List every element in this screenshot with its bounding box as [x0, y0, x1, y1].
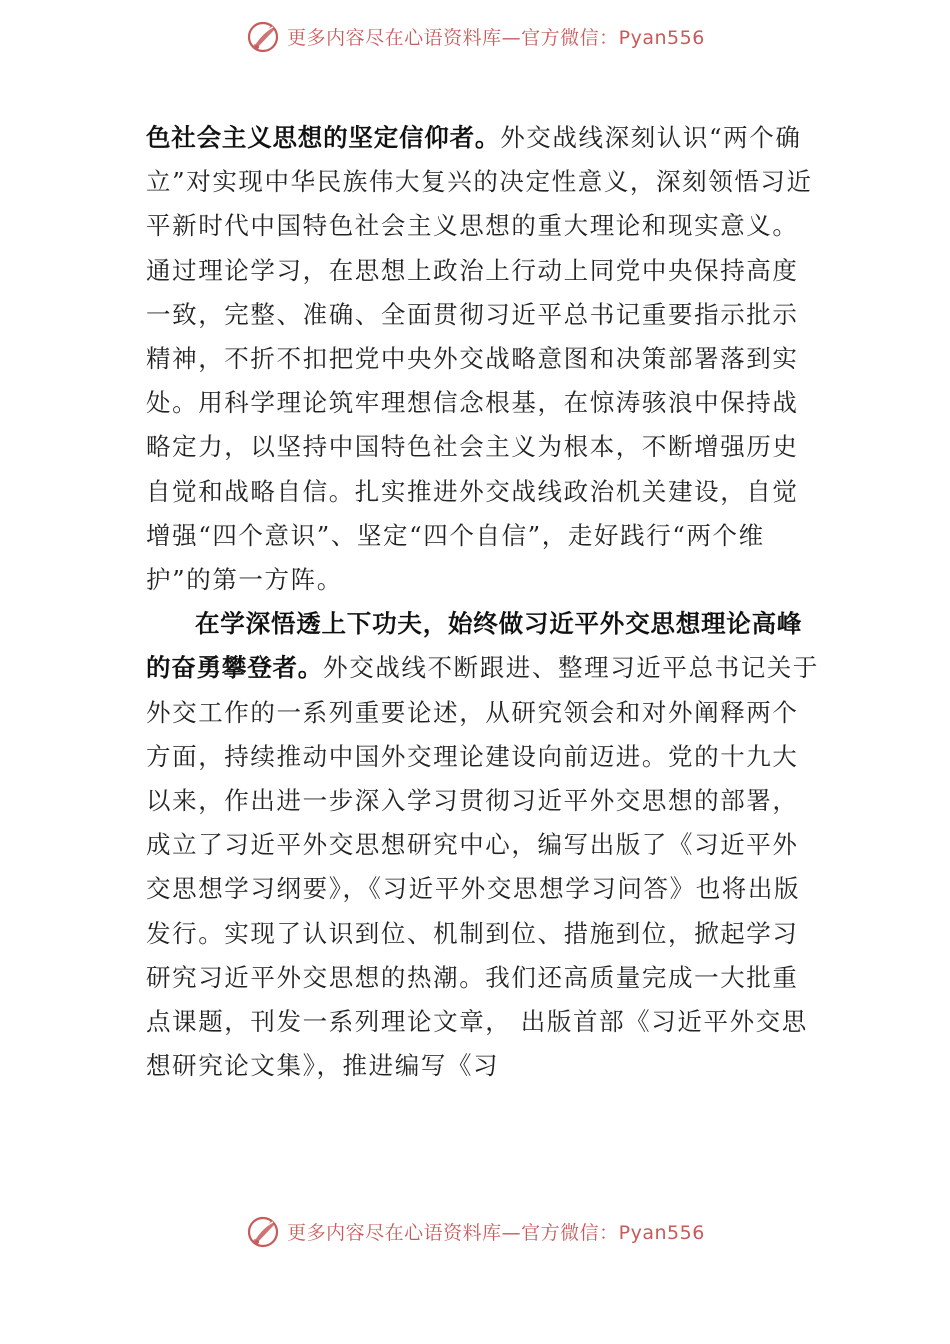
footer-text: 更多内容尽在心语资料库—官方微信：Pyan556: [287, 1221, 705, 1244]
paragraph-2-text: 外交战线不断跟进、整理习近平总书记关于外交工作的一系列重要论述，从研究领会和对外阐释两个方面，持续推动中国外交理论建设向前迈进。党的十九大以来，作出进一步深入学习贯彻习近平外交思想的部署，成立了习近平外交思想研究中心，编写出版了《习近平外交思想学习纲要》，《习近平外交思想学习问答》也将出版发行。实现了认识到位、机制到位、措施到位，掀起学习研究习近平外交思想的热潮。我们还高质量完成一大批重点课题，刊发一系列理论文章， 出版首部《习近平外交思想研究论文集》，推进编写《习: [146, 653, 820, 1081]
wechat-handle: Pyan556: [618, 1221, 705, 1244]
pen-circle-logo-icon: [245, 18, 281, 54]
header-watermark: [0, 16, 950, 56]
paragraph-1-text: 外交战线深刻认识“两个确立”对实现中华民族伟大复兴的决定性意义，深刻领悟习近平新时代中国特色社会主义思想的重大理论和现实意义。通过理论学习，在思想上政治上行动上同党中央保持高度一致，完整、准确、全面贯彻习近平总书记重要指示批示精神，不折不扣把党中央外交战略意图和决策部署落到实处。用科学理论筑牢理想信念根基，在惊涛骇浪中保持战略定力，以坚持中国特色社会主义为根本，不断增强历史自觉和战略自信。扎实推进外交战线政治机关建设，自觉增强“四个意识”、坚定“四个自信”，走好践行“两个维护”的第一方阵。: [146, 123, 813, 595]
paragraph-1-bold: 色社会主义思想的坚定信仰者。: [146, 123, 501, 152]
pen-circle-logo-icon: [245, 1213, 281, 1249]
footer-watermark: [0, 1211, 950, 1251]
paragraph-1: [146, 116, 821, 602]
paragraph-2-bold: 在学深悟透上下功夫，始终做习近平外交思想理论高峰的奋勇攀登者。: [146, 609, 803, 683]
document-body: [146, 116, 821, 1088]
paragraph-2: [146, 602, 821, 1088]
wechat-handle: Pyan556: [618, 26, 705, 49]
header-text: 更多内容尽在心语资料库—官方微信：Pyan556: [287, 26, 705, 49]
